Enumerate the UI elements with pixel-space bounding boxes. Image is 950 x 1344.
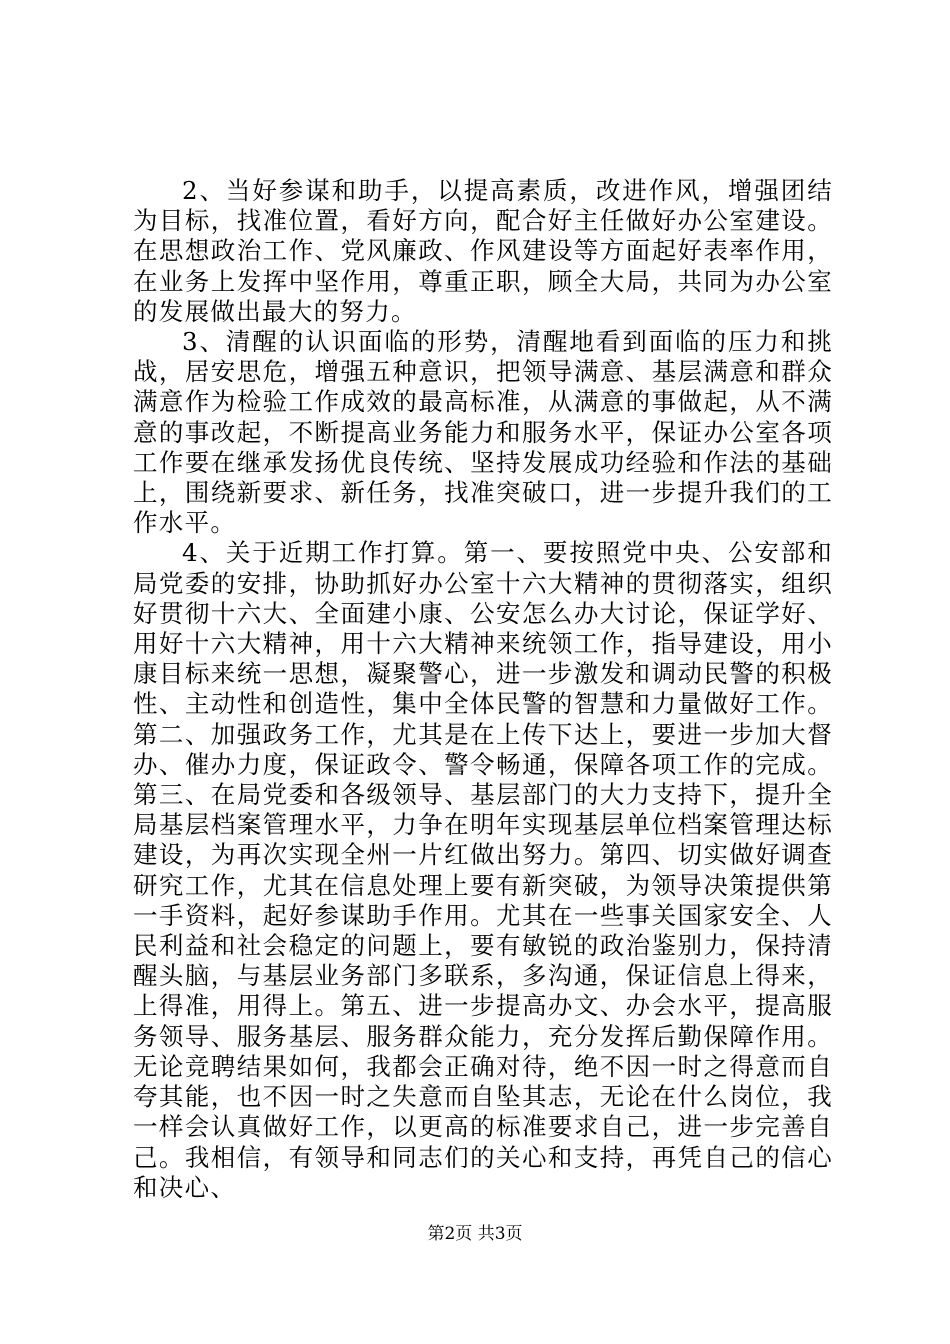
page-number-footer: 第2页 共3页 xyxy=(427,1224,523,1244)
paragraph-4: 4、关于近期工作打算。第一、要按照党中央、公安部和局党委的安排，协助抓好办公室十六大精神的贯彻落实，组织好贯彻十六大、全面建小康、公安怎么办大讨论，保证学好、用好十六大精神，用十六大精神来统领工作，指导建设，用小康目标来统一思想，凝聚警心，进一步激发和调动民警的积极性、主动性和创造性，集中全体民警的智慧和力量做好工作。第二、加强政务工作，尤其是在上传下达上，要进一步加大督办、催办力度，保证政令、警令畅通，保障各项工作的完成。第三、在局党委和各级领导、基层部门的大力支持下，提升全局基层档案管理水平，力争在明年实现基层单位档案管理达标建设，为再次实现全州一片红做出努力。第四、切实做好调查研究工作，尤其在信息处理上要有新突破，为领导决策提供第一手资料，起好参谋助手作用。尤其在一些事关国家安全、人民利益和社会稳定的问题上，要有敏锐的政治鉴别力，保持清醒头脑，与基层业务部门多联系，多沟通，保证信息上得来，上得准，用得上。第五、进一步提高办文、办会水平，提高服务领导、服务基层、服务群众能力，充分发挥后勤保障作用。无论竞聘结果如何，我都会正确对待，绝不因一时之得意而自夸其能，也不因一时之失意而自坠其志，无论在什么岗位，我一样会认真做好工作，以更高的标准要求自己，进一步完善自己。我相信，有领导和同志们的关心和支持，再凭自己的信心和决心、 xyxy=(133,538,833,1202)
document-body xyxy=(133,176,833,1203)
paragraph-2: 2、当好参谋和助手，以提高素质，改进作风，增强团结为目标，找准位置，看好方向，配合好主任做好办公室建设。在思想政治工作、党风廉政、作风建设等方面起好表率作用，在业务上发挥中坚作用，尊重正职，顾全大局，共同为办公室的发展做出最大的努力。 xyxy=(133,176,833,326)
paragraph-3: 3、清醒的认识面临的形势，清醒地看到面临的压力和挑战，居安思危，增强五种意识，把领导满意、基层满意和群众满意作为检验工作成效的最高标准，从满意的事做起，从不满意的事改起，不断提高业务能力和服务水平，保证办公室各项工作要在继承发扬优良传统、坚持发展成功经验和作法的基础上，围绕新要求、新任务，找准突破口，进一步提升我们的工作水平。 xyxy=(133,327,833,538)
